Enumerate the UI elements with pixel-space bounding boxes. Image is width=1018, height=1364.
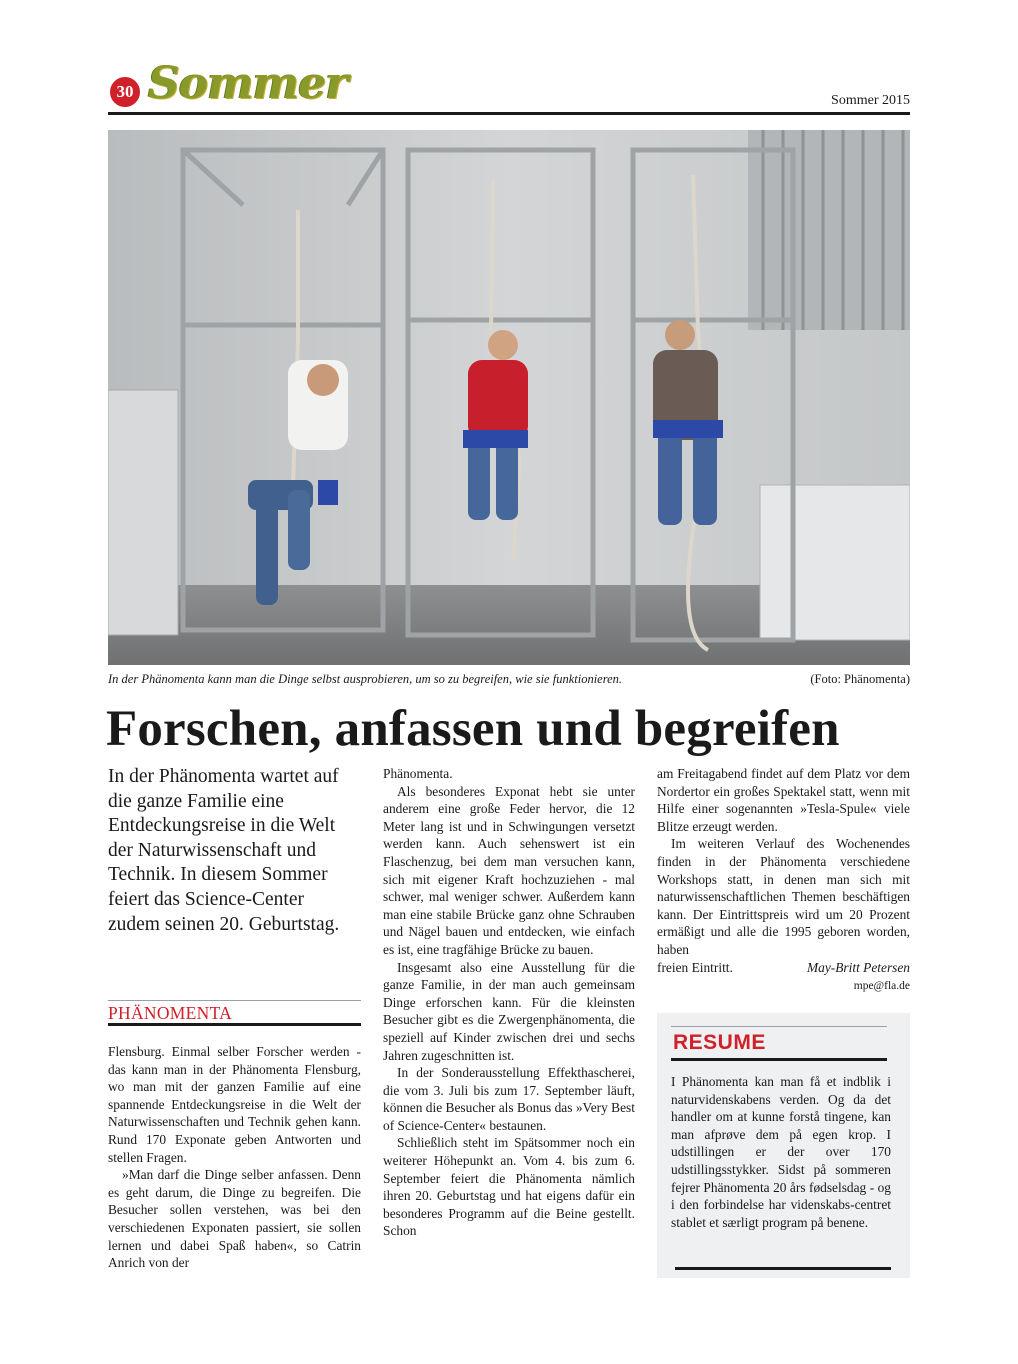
section-title: PHÄNOMENTA xyxy=(108,1003,233,1023)
section-logo: Sommer xyxy=(148,58,348,109)
author-name: May-Britt Petersen xyxy=(807,959,910,975)
resume-rule-thin xyxy=(671,1026,887,1027)
resume-text: I Phänomenta kan man få et indblik i naturvidenskabens verden. Og da det handler om at kunne forstå tingene, kan man afprøve dem på egen krop. I udstillingen er der over 170 udstillingsstykker. Sidst på sommeren fejrer Phänomenta 20 års fødselsdag - og i den forbindelse har videnskabs-centret stablet et særligt program på benene. xyxy=(671,1074,891,1230)
resume-box xyxy=(657,1013,910,1278)
paragraph: Schließlich steht im Spätsommer noch ein weiterer Höhepunkt an. Vom 4. bis zum 6. September feiert die Phänomenta nämlich ihren 20. Geburtstag und hat eigens dafür ein besonderes Programm auf die Beine gestellt. Schon xyxy=(383,1135,635,1239)
photo-caption xyxy=(108,672,910,687)
paragraph: Phänomenta. xyxy=(383,766,453,781)
paragraph: In der Sonderausstellung Effekthascherei, die vom 3. Juli bis zum 17. September läuft, können die Besucher als Bonus das »Very Best of Science-Center« bestaunen. xyxy=(383,1065,635,1133)
header-rule xyxy=(108,112,910,115)
article-column-3 xyxy=(657,765,910,996)
paragraph-end: freien Eintritt. xyxy=(657,959,733,975)
article-photo xyxy=(108,130,910,665)
section-rule-thin xyxy=(108,1000,361,1001)
photo-credit: (Foto: Phänomenta) xyxy=(810,672,910,686)
article-column-2 xyxy=(383,765,635,1240)
page-number: 30 xyxy=(110,77,140,107)
paragraph: Insgesamt also eine Ausstellung für die ganze Familie, in der man auch gemeinsam Dinge erforschen kann. Für die kleinsten Besucher gibt es die Zwergenphänomenta, die speziell auf Kinder zwischen drei und sechs Jahren zugeschnitten ist. xyxy=(383,959,635,1063)
resume-rule-bottom xyxy=(675,1267,891,1270)
author-email: mpe@fla.de xyxy=(853,980,910,993)
paragraph: Flensburg. Einmal selber Forscher werden - das kann man in der Phänomenta Flensburg, wo man mit der ganzen Familie auf eine spannende Entdeckungsreise in die Welt der Naturwissenschaften und Technik gehen kann. Rund 170 Exponate geben Antworten und stellen Fragen. xyxy=(108,1044,361,1165)
paragraph: Als besonderes Exponat hebt sie unter anderem eine große Feder hervor, die 12 Meter lang ist und in Schwingungen versetzt werden kann. Auch sehenswert ist ein Flaschenzug, bei dem man versuchen kann, sich mit eigener Kraft hochzuziehen - mal schwer, mal weniger schwer. Außerdem kann man eine stabile Brücke ganz ohne Schrauben und Nägel bauen und entdecken, wie einfach es ist, eine tragfähige Brücke zu bauen. xyxy=(383,783,635,957)
paragraph: Im weiteren Verlauf des Wochenendes finden in der Phänomenta verschiedene Workshops statt, in denen man sich mit naturwissenschaftlichen Themen beschäftigen kann. Der Eintrittspreis wird um 20 Prozent ermäßigt und alle die 1995 geboren worden, haben xyxy=(657,836,910,957)
lead-paragraph: In der Phänomenta wartet auf die ganze Familie eine Entdeckungsreise in die Welt der Naturwissenschaft und Technik. In diesem Sommer feiert das Science-Center zudem seinen 20. Geburtstag. xyxy=(108,766,340,935)
section-rule-thick xyxy=(108,1023,361,1026)
resume-rule-thick xyxy=(671,1058,887,1061)
issue-label: Sommer 2015 xyxy=(831,93,910,108)
resume-title: RESUME xyxy=(673,1031,766,1054)
paragraph: »Man darf die Dinge selber anfassen. Denn es geht darum, die Dinge zu begreifen. Die Besucher sollen verstehen, was bei den verschiedenen Exponaten passiert, sie sollen lernen und dabei Spaß haben«, so Catrin Anrich von der xyxy=(108,1167,361,1271)
caption-text: In der Phänomenta kann man die Dinge selbst ausprobieren, um so zu begreifen, wie sie funktionieren. xyxy=(108,672,623,686)
byline-row xyxy=(657,959,910,977)
headline: Forschen, anfassen und begreifen xyxy=(106,701,840,757)
article-column-1 xyxy=(108,1043,361,1272)
paragraph: am Freitagabend findet auf dem Platz vor dem Nordertor ein großes Spektakel statt, wenn mit Hilfe einer sogenannten »Tesla-Spule« viele Blitze erzeugt werden. xyxy=(657,766,910,834)
